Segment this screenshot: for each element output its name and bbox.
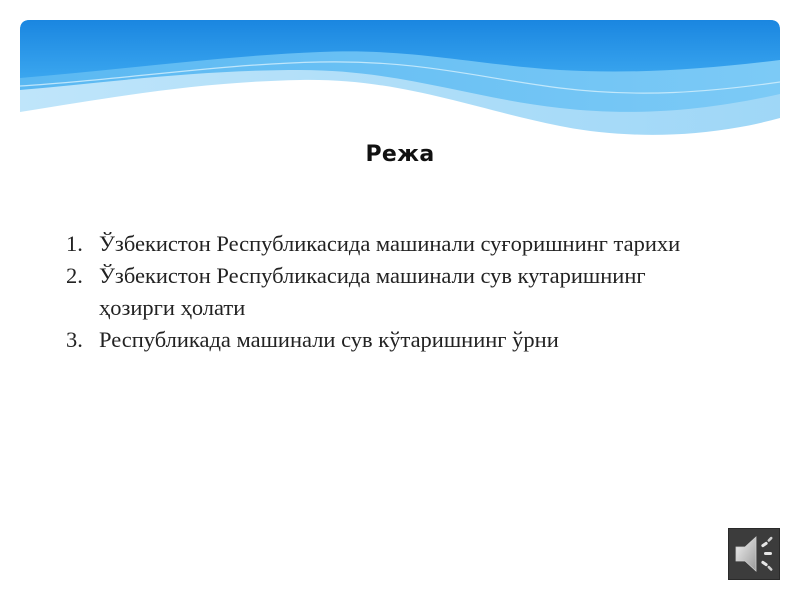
agenda-item-text-part-2: ҳозирги ҳолати	[99, 295, 246, 320]
agenda-item-number: 1.	[66, 231, 83, 256]
agenda-item-2	[66, 260, 726, 324]
speaker-icon	[729, 529, 779, 579]
agenda-item-text: Ўзбекистон Республикасида машинали суғоришнинг тарихи	[99, 231, 681, 256]
agenda-item-number: 2.	[66, 263, 83, 288]
agenda-item-text	[99, 260, 726, 324]
agenda-item-text: Республикада машинали сув кўтаришнинг ўрни	[99, 327, 559, 352]
agenda-item-3	[66, 324, 726, 356]
agenda-item-text-part-1: Ўзбекистон Республикасида машинали сув кутаришнинг	[99, 263, 646, 288]
agenda-item-1	[66, 228, 726, 260]
header-wave-decoration	[0, 0, 800, 150]
sound-button[interactable]	[728, 528, 780, 580]
slide-title: Режа	[365, 142, 435, 167]
agenda-list	[66, 228, 726, 356]
agenda-item-number: 3.	[66, 327, 83, 352]
